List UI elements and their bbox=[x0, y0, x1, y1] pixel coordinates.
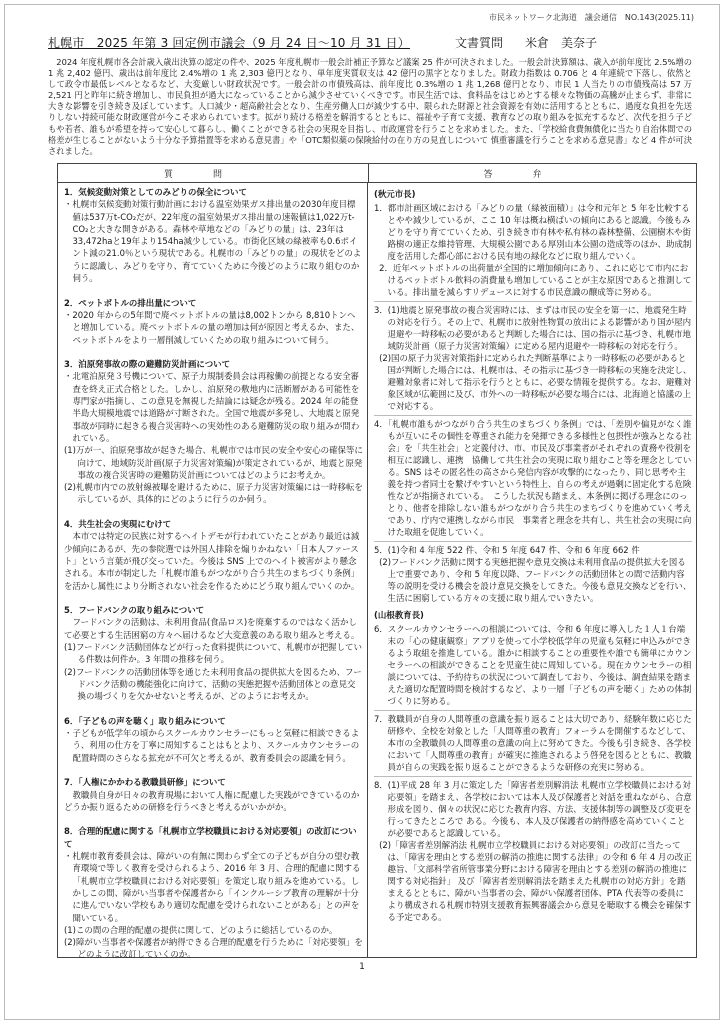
answer-item bbox=[374, 621, 692, 710]
answer-item bbox=[374, 301, 692, 415]
document-type: 文書質問 bbox=[455, 36, 504, 50]
question-paragraph: ・子どもが低学年の頃からスクールカウンセラーにもっと気軽に相談できるよう、利用の仕方を丁寧に周知することはもとより、スクールカウンセラーの配置時間のさらなる拡充が不可欠と考えるが、教育委員会の認識を伺う。 bbox=[64, 728, 360, 763]
answer-paragraph: 5．(1)令和 4 年度 522 件、令和 5 年度 647 件、令和 6 年度 662 件 bbox=[374, 545, 640, 555]
answer-paragraph: 6．スクールカウンセラーへの相談については、令和 6 年度に導入した１人１台端末の「心の健康観察」アプリを使って小学校低学年の児童も気軽に申込みができるよう取組を推進している。誰かに相談することの重要性や誰でも簡単にカウンセラーへの相談ができることを児童生徒に周知している。現在カウンセラーの相談については、予約待ちの状況について調査しており、今後は、調査結果を踏まえた適切な配置時間を検討するなど、より一層「子どもの声を聴く」ための体制づくりに努める。 bbox=[374, 624, 692, 706]
question-paragraph: 本市では特定の民族に対するヘイトデモが行われていたことがあり最近は減少傾向にあるが、先の参院選では外国人排除を煽りかねない「日本人ファースト」という言葉が飛び交っていた。今後は SNS 上でのヘイト被害がより懸念される。本市が制定した「札幌市誰もがつながり合う共生のまちづくり条例」を活かし属性により分断されない社会を作るためにどう取り組んでいくのか。 bbox=[64, 531, 360, 591]
question-paragraph: (2)障がい当事者や保護者が納得できる合理的配慮を行うために「対応要領」をどのように改訂していくのか。 bbox=[64, 937, 363, 960]
question-title: 3．泊原発事故の際の避難防災計画について bbox=[64, 359, 231, 370]
question-paragraph: ・札幌市教育委員会は、障がいの有無に関わらず全ての子どもが自分の望む教育環境で等しく教育を受けられるよう、2016 年 3 月、合理的配慮に関する「札幌市立学校職員における対応要領」を策定し取り組みを進めている。しかしこの間、障がい当事者や保護者から「インクルーシブ教育の理解が十分に進んでいない学校もあり適切な配慮を受けられないことがある」との声を聞いている。 bbox=[64, 851, 361, 923]
question-paragraph: フードバンクの活動は、未利用食品(食品ロス)を廃棄するのではなく活かして必要とする生活困窮の方々へ届けるなど大変意義のある取り組みと考える。 bbox=[64, 617, 360, 640]
answer-column-header: 答弁 bbox=[483, 169, 582, 180]
question-paragraph: (1)この間の合理的配慮の提供に関して、どのように総括しているのか。 bbox=[64, 924, 338, 935]
answer-paragraph: 1．都市計画区域における「みどりの量（緑被面積）」は令和元年と 5 年を比較するとやや減少しているが、ここ 10 年は概ね横ばいの傾向にあると認識。今後もみどりを守り育てていくため、引き続き市有林や私有林の森林整備、公園樹木や街路樹の適正な維持管理、大規模公園である厚別山本公園の造成等のほか、助成制度を活用した都心部における民有地の緑化などに取り組んでいく。 bbox=[374, 203, 692, 261]
question-paragraph: 教職員自身が日々の教育現場において人権に配慮した実践ができているのかどうか振り返るための研修を行うべきと考えるがいかがか。 bbox=[64, 789, 360, 812]
answer-item bbox=[374, 200, 692, 301]
answer-paragraph: (2)国の原子力災害対策指針に定められた判断基準により一時移転の必要があると国が判断した場合には、札幌市は、その指示に基づき一時移転の実施を決定し、避難対象者に対して指示を行うとともに、必要な情報を提供する。なお、避難対象区域が広範囲に及び、市外への一時移転が必要な場合には、北海道と協議の上で対応する。 bbox=[379, 353, 692, 411]
question-paragraph: ・札幌市気候変動対策行動計画における温室効果ガス排出量の2030年度目標値は537万t-CO₂だが、22年度の温室効果ガス排出量の速報値は1,022万t-CO₂と大きな開きがある。森林や草地などの「みどりの量」は、23年は33,472haと19年より154ha減少している。市街化区域の緑被率も0.6ポイント減の21.0％という現状である。札幌市の「みどりの量」の現状をどのように認識し、みどりを守り、育てていくために今後どのように取り組むのか伺う。 bbox=[64, 199, 362, 284]
question-item bbox=[64, 358, 363, 506]
question-paragraph: ・2020 年からの5年間で廃ペットボトルの量は8,002トンから 8,810トンへと増加している。廃ペットボトルの量の増加は何が原因と考えるか、また、ペットボトルをより一層削減していくための取り組みについて伺う。 bbox=[64, 309, 360, 345]
question-title: 7．「人権にかかわる教職員研修」について bbox=[64, 777, 226, 788]
member-name: 米倉 美奈子 bbox=[525, 36, 598, 50]
question-item bbox=[64, 186, 363, 284]
question-title: 2．ペットボトルの排出量について bbox=[64, 297, 197, 308]
newsletter-label: 市民ネットワーク北海道 議会通信 NO.143(2025.11) bbox=[488, 13, 694, 22]
answer-paragraph: (2)フードバンク活動に関する実態把握や意見交換は未利用食品の提供拡大を図る上で重要であり、令和 5 年度以降、フードバンクの活動団体との間で活動内容等の説明を受ける機会を設け意見交換をしてきた。今後も意見交換などを行い、生活に困窮している方々の支援に取り組んでいきたい。 bbox=[379, 557, 692, 603]
answer-paragraph: 4．「札幌市誰もがつながり合う共生のまちづくり条例」では、「差別や偏見がなく誰もが互いにその個性を尊重され能力を発揮できる多様性と包摂性が強みとなる社会」を「共生社会」と定義付け、市、市民及び事業者がそれぞれの責務や役割を相互に認識し、連携 協働して共生社会の実現に取り組むこと等を理念としている。SNS はその匿名性の高さから発信内容が攻撃的になったり、同じ思考や主義を持つ者同士を繋げやすいという特性上、自らの考えが過剰に固定化する危険性などが指摘されている。 こうした状況も踏まえ、本条例に掲げる理念にのっとり、他者を排除しない誰もがつながり合う共生のまちづくりを進めていく考えであり、庁内で連携しながら市民 事業者と理念を共有し、共生社会の実現に向けた取組を促進していく。 bbox=[374, 419, 692, 537]
answer-item bbox=[374, 541, 692, 607]
author-line bbox=[455, 34, 619, 51]
answer-paragraph: (2)「障害者差別解消法 札幌市立学校職員における対応要領」の改訂に当たっては、「障害を理由とする差別の解消の推進に関する法律」の令和 6 年 4 月の改正趣旨、「文部科学省所管事業分野における障害を理由とする差別の解消の推進に関する対応指針」 及び「障害者差別解消法を踏まえた札幌市の対応方針」を踏まえるとともに、障がい当事者の会、障がい保護者団体、PTA 代表等の委員により構成される札幌市特別支援教育振興審議会から意見を聴取する機会を確保する予定である。 bbox=[379, 840, 692, 922]
question-title: 5．フードバンクの取り組みについて bbox=[64, 605, 205, 616]
answer-item bbox=[374, 776, 692, 926]
question-paragraph: (2)札幌市内での放射線被曝を避けるために、原子力災害対策編には一時移転を示しているが、具体的にどのように行うのか伺う。 bbox=[64, 482, 363, 505]
question-title: 1．気候変動対策としてのみどりの保全について bbox=[64, 187, 247, 197]
qa-table bbox=[57, 163, 697, 958]
question-item bbox=[64, 297, 363, 346]
answer-speaker: (山根教育長) bbox=[374, 610, 424, 620]
answer-item bbox=[374, 415, 692, 541]
question-column bbox=[58, 183, 368, 958]
answer-paragraph: 8．(1)平成 28 年 3 月に策定した「障害者差別解消法 札幌市立学校職員における対応要領」を踏まえ、各学校においては本人及び保護者と対話を重ねながら、合意形成を図り、個々の状況に応じた教育内容、方法、支援体制等の調整及び変更を行ってきたところで ある。今後も、本人及び保護者の納得感を高めていくことが必要であると認識している。 bbox=[374, 780, 692, 838]
answer-paragraph: 7．教職員が自身の人間尊重の意識を振り返ることは大切であり、経験年数に応じた研修や、全校を対象とした「人間尊重の教育」フォーラムを開催するなどして、本市の全教職員の人間尊重の意識の向上に努めてきた。今後も引き続き、各学校において「人間尊重の教育」が確実に推進されるよう啓発を図るとともに、教職員が自らの実践を振り返ることができるような研修の充実に努める。 bbox=[374, 714, 692, 772]
question-column-header: 質問 bbox=[58, 164, 369, 182]
question-paragraph: (1)万が一、泊原発事故が起きた場合、札幌市では市民の安全や安心の確保等に向けて、地域防災計画(原子力災害対策編)が策定されているが、地震と原発事故の複合災害時の避難防災計画についてはどのようにお考えか。 bbox=[64, 445, 363, 480]
intro-paragraph: 2024 年度札幌市各会計歳入歳出決算の認定の件や、2025 年度札幌市一般会計補正予算など議案 25 件が可決されました。一般会計決算額は、歳入が前年度比 2.5%増の 1 兆 2,402 億円、歳出は前年度比 2.4%増の 1 兆 2,303 億円となり、単年度実質収支は 42 億円の黒字となりました。財政力指数は 0.706 と 4 年連続で下落し、依然として政令市最低レベルとなるなど、大変厳しい財政状況です。一般会計の市債残高は、前年度比 0.3%増の 1 兆 1,268 億円となり、市民 1 人当たりの市債残高は 57 万 2,521 円と昨年に続き増加し、市民負担が過大になっていることから減少させていくべきです。市民生活では、食料品をはじめとする様々な物価の高騰が止まらず、非常に大きな影響を引き続き及ぼしています。人口減少・超高齢社会となり、生産労働人口が減少する中、限られた財源と社会資源を有効に活用するとともに、過度な負担を先送りしない持続可能な財政運営が今こそ求められています。拡がり続ける格差を解消するとともに、福祉や子育て支援、教育などの取り組みを拡充するなど、次代を担う子どもや若者、誰もが希望を持って安心して暮らし、働くことができる社会の実現を目指し、市政運営を行うことを求めました。また、「学校給食費無償化に当たり自治体間での格差が生じることがないよう十分な予算措置等を求める意見書」や「OTC類似薬の保険給付の在り方の見直しについて 慎重審議を行うことを求める意見書」など 4 件が可決されました。 bbox=[48, 57, 692, 156]
question-item bbox=[64, 825, 363, 960]
page-title: 札幌市 2025 年第 3 回定例市議会（9 月 24 日〜10 月 31 日） bbox=[48, 36, 410, 50]
answer-speaker: (秋元市長) bbox=[374, 189, 416, 199]
question-item bbox=[64, 518, 363, 592]
question-item bbox=[64, 776, 363, 813]
question-paragraph: (1)フードバンク活動団体などが行った食料提供について、札幌市が把握している件数は何件か。3 年間の推移を伺う。 bbox=[64, 641, 362, 665]
answer-column bbox=[368, 183, 696, 958]
table-header bbox=[58, 164, 696, 183]
question-item bbox=[64, 604, 363, 702]
answer-paragraph: 2．近年ペットボトルの出荷量が全国的に増加傾向にあり、これに応じて市内におけるペットボトル飲料の消費量も増加していることが主な原因であると推測している。排出量を減らすリデュースに対する市民意識の醸成等に努める。 bbox=[379, 263, 692, 297]
answer-paragraph: 3．(1)地震と原発事故の複合災害時には、まずは市民の安全を第一に、地震発生時の対応を行う。その上で、札幌市に放射性物質の放出による影響があり国が屋内退避や一時移転の必要があると判断した場合には、国の指示に基づき、札幌市地域防災計画（原子力災害対策編）に定める屋内退避や一時移転の対応を行う。 bbox=[374, 305, 692, 351]
answer-item bbox=[374, 710, 692, 776]
page-number: 1 bbox=[359, 962, 365, 972]
question-title: 8．合理的配慮に関する「札幌市立学校職員における対応要領」の改訂について bbox=[64, 826, 357, 849]
question-title: 6．「子どもの声を聴く」取り組みについて bbox=[64, 715, 226, 726]
question-title: 4．共生社会の実現にむけて bbox=[64, 519, 172, 530]
question-paragraph: (2)フードバンクの活動団体等を通じた未利用食品の提供拡大を図るため、フードバンク活動の機能強化に向けて、活動の実態把握や活動団体との意見交換の場づくりを欠かせないと考えるが、どのようにお考えか。 bbox=[64, 666, 362, 702]
question-paragraph: ・北電泊原発３号機について、原子力規制委員会は再稼働の前提となる安全審査を終え正式合格とした。しかし、泊原発の敷地内に活断層がある可能性を専門家が指摘し、この意見を無視した結論には疑念が残る。2024 年の能登半島大規模地震では道路が寸断された。全国で地震が多発し、大地震と原発事故が同時に起きる複合災害時への実効性のある避難防災の取り組みが問われている。 bbox=[64, 371, 360, 443]
question-item bbox=[64, 715, 363, 764]
